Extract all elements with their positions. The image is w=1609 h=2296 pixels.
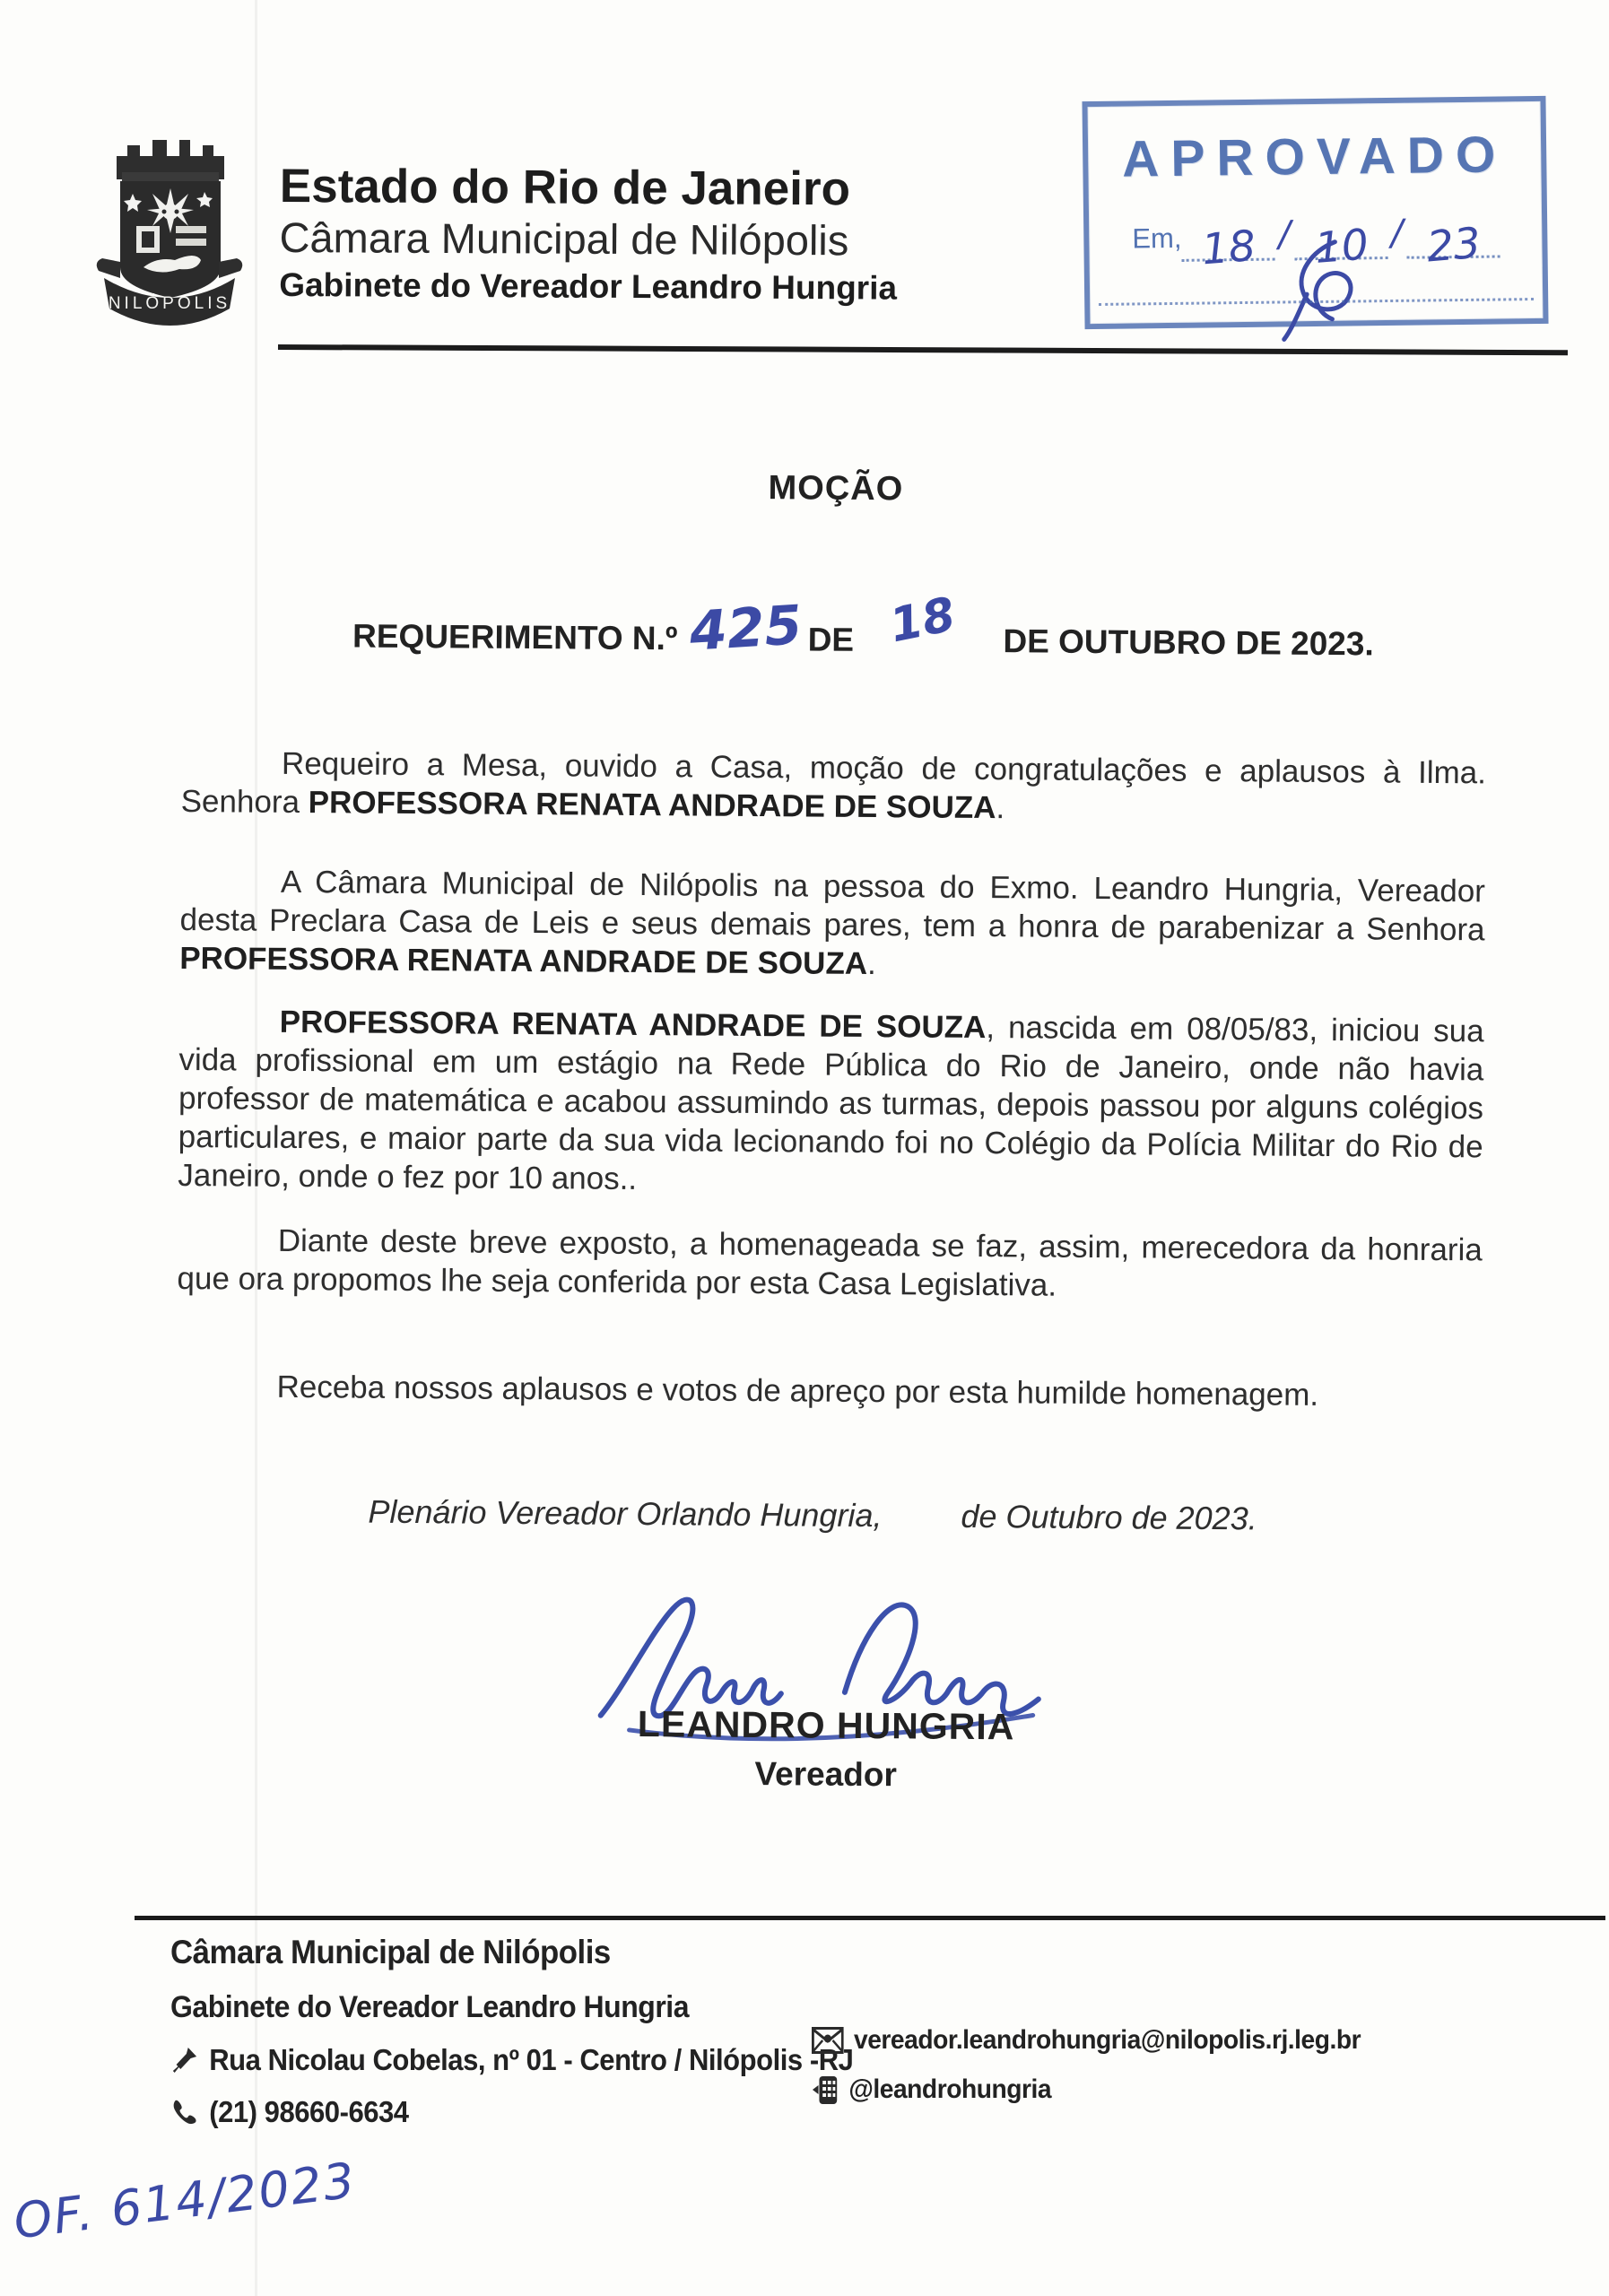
- footer-office: Gabinete do Vereador Leandro Hungria: [170, 1990, 690, 2024]
- footer-divider: [135, 1916, 1605, 1920]
- stamp-month-value: 10: [1312, 220, 1370, 274]
- paragraph-1-text: Requeiro a Mesa, ouvido a Casa, moção de congratulações e aplausos à Ilma. Senhora: [180, 745, 1487, 821]
- requerimento-connector: DE: [807, 621, 855, 658]
- requerimento-line: [352, 587, 1488, 669]
- footer-address: Rua Nicolau Cobelas, nº 01 - Centro / Nilópolis -RJ: [209, 2043, 854, 2076]
- paragraph-2-text: A Câmara Municipal de Nilópolis na pessoa do Exmo. Leandro Hungria, Vereador desta Preclara Casa de Leis e seus demais pares, tem a honra de parabenizar a Senhora: [179, 864, 1486, 948]
- aprovado-stamp: [1082, 96, 1548, 329]
- closing-day-blank: [882, 1526, 961, 1527]
- closing-date: de Outubro de 2023.: [961, 1497, 1257, 1537]
- requerimento-suffix: DE OUTUBRO DE 2023.: [1003, 622, 1374, 663]
- stamp-initial-scribble-icon: [1248, 220, 1403, 343]
- letterhead-chamber: Câmara Municipal de Nilópolis: [279, 213, 849, 265]
- stamp-day-value: 18: [1200, 222, 1258, 275]
- footer-left-column: [170, 1935, 853, 2129]
- stamp-slash: /: [1278, 213, 1292, 256]
- closing-line: [368, 1493, 1480, 1540]
- paragraph-4: Diante deste breve exposto, a homenageada se faz, assim, merecedora da honraria que ora propomos lhe seja conferida por esta Casa Legislativa.: [177, 1222, 1483, 1303]
- stamp-date-label: Em,: [1132, 222, 1182, 255]
- paragraph-1-end: .: [996, 790, 1005, 826]
- footer-phone: (21) 98660-6634: [209, 2095, 409, 2128]
- paragraph-2-end: .: [866, 946, 876, 982]
- instagram-icon: [812, 2074, 839, 2106]
- footer-phone-line: [170, 2095, 853, 2129]
- footer-social: @leandrohungria: [848, 2074, 1052, 2104]
- letterhead-state: Estado do Rio de Janeiro: [279, 160, 851, 216]
- stamp-year-value: 23: [1425, 219, 1483, 273]
- signatory-name: LEANDRO HUNGRIA: [637, 1703, 1015, 1748]
- stamp-slash: /: [1390, 212, 1404, 254]
- closing-plenary: Plenário Vereador Orlando Hungria,: [368, 1492, 883, 1535]
- phone-icon: [170, 2097, 199, 2127]
- requerimento-day-handwritten: 18: [885, 587, 961, 654]
- crest-banner-text: NILÓPOLIS: [108, 294, 231, 313]
- office-number-annotation: OF. 614/2023: [11, 2152, 360, 2250]
- footer-email-line: [812, 2025, 1361, 2056]
- footer-social-line: [812, 2074, 1361, 2106]
- honoree-name-bold: PROFESSORA RENATA ANDRADE DE SOUZA: [308, 785, 996, 826]
- signatory-role: Vereador: [754, 1755, 898, 1794]
- paragraph-3: [178, 1002, 1484, 1205]
- footer-right-column: [812, 2007, 1361, 2106]
- document-title: MOÇÃO: [768, 469, 904, 509]
- paragraph-2: [179, 862, 1485, 987]
- signature-block: [173, 1576, 1480, 1798]
- honoree-name-bold: PROFESSORA RENATA ANDRADE DE SOUZA: [279, 1004, 987, 1046]
- location-pin-icon: [170, 2045, 199, 2075]
- letterhead: [279, 160, 898, 310]
- letterhead-office: Gabinete do Vereador Leandro Hungria: [279, 265, 898, 307]
- stamp-title: APROVADO: [1121, 126, 1508, 188]
- paragraph-1: [181, 744, 1487, 831]
- email-icon: [812, 2027, 844, 2054]
- header-divider: [278, 344, 1568, 355]
- honoree-name-bold: PROFESSORA RENATA ANDRADE DE SOUZA: [179, 940, 868, 982]
- footer-address-line: [170, 2043, 853, 2077]
- requerimento-prefix: REQUERIMENTO N.º: [352, 617, 678, 657]
- footer-email: vereador.leandrohungria@nilopolis.rj.leg.br: [854, 2025, 1361, 2055]
- requerimento-number-handwritten: 425: [688, 594, 804, 664]
- document-body: [173, 422, 1489, 1798]
- nilopolis-coat-of-arms-icon: [90, 133, 249, 332]
- footer-org: Câmara Municipal de Nilópolis: [170, 1934, 611, 1970]
- paragraph-5: Receba nossos aplausos e votos de apreço por esta humilde homenagem.: [276, 1369, 1319, 1413]
- paragraph-3-text: , nascida em 08/05/83, iniciou sua vida profissional em um estágio na Rede Pública do Rio de Janeiro, onde não havia professor de matemática e acabou assumindo as turmas, depois passou por alguns colégios particulares, e maior parte da sua vida lecionando foi no Colégio da Polícia Militar do Rio de Janeiro, onde o fez por 10 anos..: [178, 1010, 1484, 1196]
- stamp-year-field: [1406, 219, 1500, 273]
